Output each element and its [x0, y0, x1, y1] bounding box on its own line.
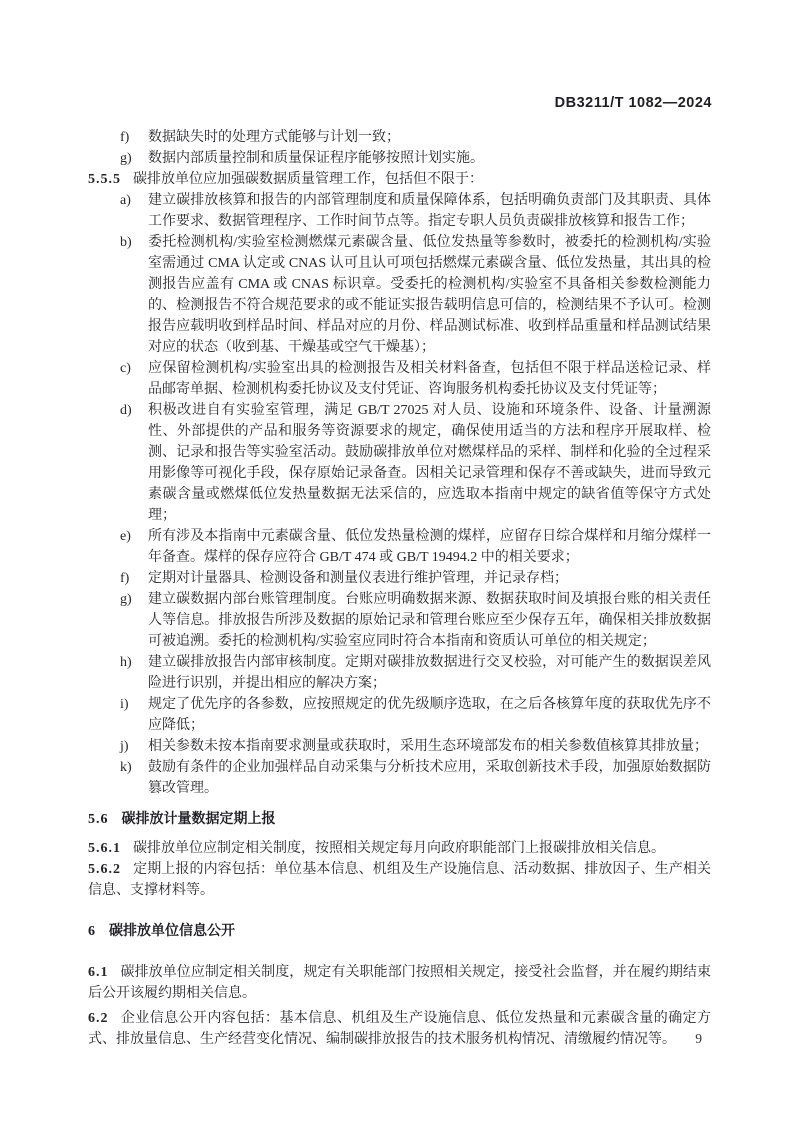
list-item-marker: c) [120, 361, 131, 376]
list-item [88, 232, 711, 358]
list-item-text: 委托检测机构/实验室检测燃煤元素碳含量、低位发热量等参数时，被委托的检测机构/实验室需通过 CMA 认定或 CNAS 认可且认可项包括燃煤元素碳含量、低位发热量，其出具的检测报告应盖有 CMA 或 CNAS 标识章。受委托的检测机构/实验室不具备相关参数检测能力的、检测报告不符合规范要求的或不能证实报告载明信息可信的，检测结果不予认可。检测报告应载明收到样品时间、样品对应的月份、样品测试标准、收到样品重量和样品测试结果对应的状态（收到基、干燥基或空气干燥基）； [148, 235, 711, 355]
section-number: 6 [88, 924, 96, 939]
list-item-text: 相关参数未按本指南要求测量或获取时，采用生态环境部发布的相关参数值核算其排放量； [148, 739, 708, 754]
clause-text: 碳排放单位应制定相关制度，按照相关规定每月向政府职能部门上报碳排放相关信息。 [133, 841, 665, 856]
clause-6-2 [88, 1008, 711, 1050]
clause-number: 5.6.1 [88, 841, 121, 856]
list-item [88, 652, 711, 694]
list-item [88, 568, 711, 589]
list-item [88, 589, 711, 652]
list-item [88, 694, 711, 736]
list-item [88, 148, 711, 169]
list-item-text: 规定了优先序的各参数，应按照规定的优先级顺序选取，在之后各核算年度的获取优先序不应降低； [148, 697, 711, 733]
list-item-marker: j) [120, 739, 129, 754]
list-item-text: 积极改进自有实验室管理，满足 GB/T 27025 对人员、设施和环境条件、设备、计量溯源性、外部提供的产品和服务等资源要求的规定，确保使用适当的方法和程序开展取样、检测、记录和报告等实验室活动。鼓励碳排放单位对燃煤样品的采样、制样和化验的全过程采用影像等可视化手段，保存原始记录备查。因相关记录管理和保存不善或缺失，进而导致元素碳含量或燃煤低位发热量数据无法采信的，应选取本指南中规定的缺省值等保守方式处理； [148, 403, 711, 523]
clause-text: 定期上报的内容包括：单位基本信息、机组及生产设施信息、活动数据、排放因子、生产相关信息、支撑材料等。 [88, 862, 711, 898]
list-item-text: 建立碳排放报告内部审核制度。定期对碳排放数据进行交叉校验，对可能产生的数据误差风险进行识别，并提出相应的解决方案； [148, 655, 711, 691]
clause-number: 6.1 [88, 965, 109, 980]
clause-number: 5.6.2 [88, 862, 121, 877]
list-item-marker: d) [120, 403, 132, 418]
section-heading-6 [88, 921, 711, 942]
section-heading-5-6 [88, 809, 711, 830]
list-item-marker: f) [120, 571, 130, 586]
list-item-text: 建立碳数据内部台账管理制度。台账应明确数据来源、数据获取时间及填报台账的相关责任人等信息。排放报告所涉及数据的原始记录和管理台账应至少保存五年，确保相关排放数据可被追溯。委托的检测机构/实验室应同时符合本指南和资质认可单位的相关规定； [148, 592, 711, 649]
list-item-text: 鼓励有条件的企业加强样品自动采集与分析技术应用，采取创新技术手段，加强原始数据防篡改管理。 [148, 760, 711, 796]
list-item [88, 400, 711, 526]
list-item-marker: e) [120, 529, 131, 544]
list-item-marker: b) [120, 235, 132, 250]
list-item-marker: i) [120, 697, 129, 712]
clause-6-1 [88, 962, 711, 1004]
section-number: 5.6 [88, 812, 109, 827]
list-item [88, 736, 711, 757]
page-content [88, 127, 711, 1050]
list-item [88, 526, 711, 568]
clause-text: 碳排放单位应制定相关制度，规定有关职能部门按照相关规定，接受社会监督，并在履约期结束后公开该履约期相关信息。 [88, 965, 711, 1001]
list-item-text: 定期对计量器具、检测设备和测量仪表进行维护管理，并记录存档； [148, 571, 568, 586]
list-item-marker: f) [120, 130, 130, 145]
list-item-text: 数据内部质量控制和质量保证程序能够按照计划实施。 [148, 151, 484, 166]
section-title: 碳排放单位信息公开 [109, 924, 235, 939]
clause-number: 6.2 [88, 1011, 109, 1026]
page-number: 9 [695, 1031, 702, 1046]
clause-text: 碳排放单位应加强碳数据质量管理工作，包括但不限于： [133, 172, 483, 187]
document-code-header: DB3211/T 1082—2024 [554, 95, 712, 111]
list-item-marker: g) [120, 592, 132, 607]
list-item-text: 应保留检测机构/实验室出具的检测报告及相关材料备查，包括但不限于样品送检记录、样品邮寄单据、检测机构委托协议及支付凭证、咨询服务机构委托协议及支付凭证等； [148, 361, 711, 397]
clause-5-6-2 [88, 859, 711, 901]
clause-number: 5.5.5 [88, 172, 121, 187]
list-item [88, 358, 711, 400]
list-item-marker: k) [120, 760, 132, 775]
clause-text: 企业信息公开内容包括：基本信息、机组及生产设施信息、低位发热量和元素碳含量的确定方式、排放量信息、生产经营变化情况、编制碳排放报告的技术服务机构情况、清缴履约情况等。 [88, 1011, 711, 1047]
list-item-text: 所有涉及本指南中元素碳含量、低位发热量检测的煤样，应留存日综合煤样和月缩分煤样一年备查。煤样的保存应符合 GB/T 474 或 GB/T 19494.2 中的相关要求； [148, 529, 711, 565]
list-item-marker: h) [120, 655, 132, 670]
list-item-text: 数据缺失时的处理方式能够与计划一致； [148, 130, 400, 145]
list-item [88, 190, 711, 232]
list-item [88, 757, 711, 799]
section-title: 碳排放计量数据定期上报 [121, 812, 276, 827]
list-item-marker: g) [120, 151, 132, 166]
clause-5-6-1 [88, 838, 711, 859]
clause-5-5-5 [88, 169, 711, 190]
list-item [88, 127, 711, 148]
list-item-text: 建立碳排放核算和报告的内部管理制度和质量保障体系，包括明确负责部门及其职责、具体工作要求、数据管理程序、工作时间节点等。指定专职人员负责碳排放核算和报告工作； [148, 193, 711, 229]
list-item-marker: a) [120, 193, 131, 208]
